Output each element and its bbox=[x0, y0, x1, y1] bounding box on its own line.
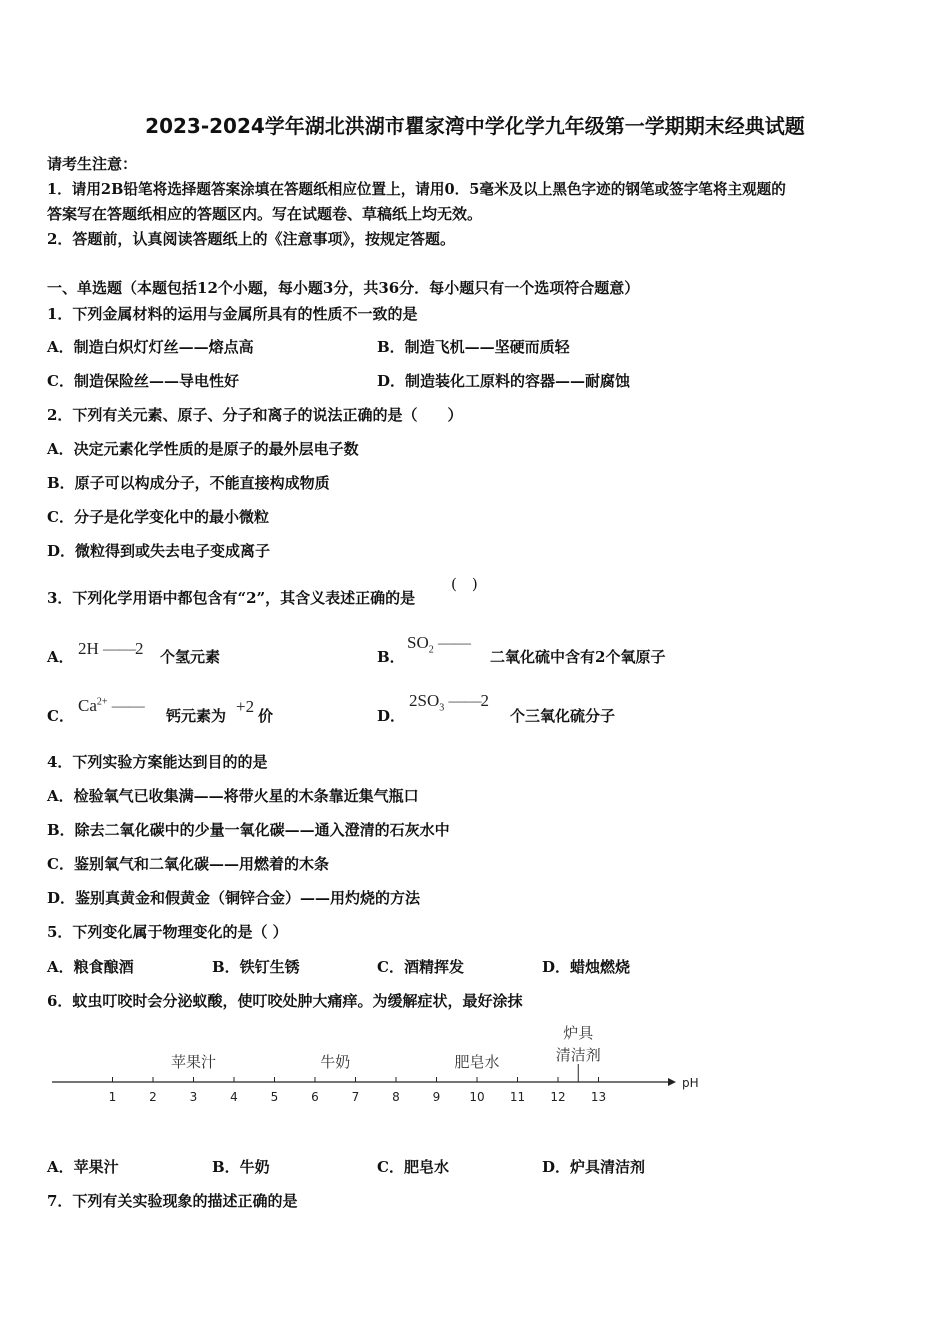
ph-tick-label-8: 8 bbox=[392, 1090, 400, 1104]
q2-option-a: A．决定元素化学性质的是原子的最外层电子数 bbox=[47, 440, 359, 458]
notice-line-1b: 答案写在答题纸相应的答题区内。写在试题卷、草稿纸上均无效。 bbox=[47, 205, 483, 223]
ph-marker-label-1: 牛奶 bbox=[320, 1053, 351, 1071]
q3-option-a-formula: 2H ——2 bbox=[78, 639, 144, 658]
q2-option-b: B．原子可以构成分子，不能直接构成物质 bbox=[47, 474, 330, 492]
q3-answer-paren: ( ) bbox=[451, 575, 478, 593]
ph-axis-label: pH bbox=[682, 1076, 699, 1090]
q2-option-c: C．分子是化学变化中的最小微粒 bbox=[47, 508, 269, 526]
q6-stem: 6．蚊虫叮咬时会分泌蚁酸，使叮咬处肿大痛痒。为缓解症状，最好涂抹 bbox=[47, 992, 523, 1010]
q4-option-d: D．鉴别真黄金和假黄金（铜锌合金）——用灼烧的方法 bbox=[47, 889, 421, 907]
q3-option-c-formula: $Ca^{2+}$ —— bbox=[78, 696, 144, 715]
q1-option-c: C．制造保险丝——导电性好 bbox=[47, 372, 239, 390]
ph-tick-label-9: 9 bbox=[432, 1090, 441, 1104]
q6-option-d: D．炉具清洁剂 bbox=[542, 1158, 646, 1176]
q6-option-c: C．肥皂水 bbox=[377, 1158, 449, 1176]
ph-marker-label-2: 肥皂水 bbox=[454, 1053, 500, 1071]
q3-stem: 3．下列化学用语中都包含有“2”，其含义表述正确的是 bbox=[47, 589, 416, 607]
ph-ticks bbox=[109, 1077, 606, 1104]
ph-marker-label-0: 苹果汁 bbox=[170, 1053, 217, 1071]
q4-stem: 4．下列实验方案能达到目的的是 bbox=[47, 753, 268, 771]
q3-option-d-formula: $2SO_3$ ——2 bbox=[409, 691, 489, 714]
ph-tick-label-1: 1 bbox=[108, 1090, 117, 1104]
q2-stem: 2．下列有关元素、原子、分子和离子的说法正确的是（ ） bbox=[47, 406, 463, 424]
ph-axis-arrow bbox=[668, 1078, 676, 1086]
q3-option-a-label: A． bbox=[47, 648, 74, 666]
q1-option-b: B．制造飞机——坚硬而质轻 bbox=[377, 338, 570, 356]
q1-option-d: D．制造装化工原料的容器——耐腐蚀 bbox=[377, 372, 631, 390]
q4-option-a: A．检验氧气已收集满——将带火星的木条靠近集气瓶口 bbox=[47, 787, 419, 805]
q2-option-d: D．微粒得到或失去电子变成离子 bbox=[47, 542, 271, 560]
ph-markers bbox=[171, 1024, 601, 1082]
q5-option-a: A．粮食酿酒 bbox=[47, 958, 134, 976]
q5-option-d: D．蜡烛燃烧 bbox=[542, 958, 631, 976]
ph-marker-label-3-line1: 炉具 bbox=[563, 1024, 594, 1042]
ph-tick-label-7: 7 bbox=[351, 1090, 360, 1104]
page-title: 2023-2024学年湖北洪湖市瞿家湾中学化学九年级第一学期期末经典试题 bbox=[145, 114, 805, 138]
q3-option-c-text2: 价 bbox=[258, 707, 274, 725]
ph-tick-label-3: 3 bbox=[189, 1090, 198, 1104]
ph-tick-label-2: 2 bbox=[149, 1090, 157, 1104]
q4-option-b: B．除去二氧化碳中的少量一氧化碳——通入澄清的石灰水中 bbox=[47, 821, 450, 839]
q1-stem: 1．下列金属材料的运用与金属所具有的性质不一致的是 bbox=[47, 305, 418, 323]
q5-option-c: C．酒精挥发 bbox=[377, 958, 464, 976]
q3-option-a-text: 个氢元素 bbox=[160, 648, 221, 666]
q3-option-b-text: 二氧化硫中含有2个氧原子 bbox=[490, 648, 666, 666]
q3-option-b-formula: $SO_2$ —— bbox=[407, 633, 470, 656]
q5-option-b: B．铁钉生锈 bbox=[212, 958, 300, 976]
q5-stem: 5．下列变化属于物理变化的是（ ） bbox=[47, 923, 288, 941]
q7-stem: 7．下列有关实验现象的描述正确的是 bbox=[47, 1192, 298, 1210]
q3-option-c-label: C． bbox=[47, 707, 74, 725]
ph-tick-label-12: 12 bbox=[550, 1090, 566, 1104]
ph-tick-label-5: 5 bbox=[270, 1090, 279, 1104]
q3-option-d-label: D． bbox=[377, 707, 406, 725]
q3-option-c-valence: +2 bbox=[236, 697, 255, 716]
ph-tick-label-11: 11 bbox=[509, 1090, 526, 1104]
ph-tick-label-4: 4 bbox=[230, 1090, 238, 1104]
ph-tick-label-10: 10 bbox=[469, 1090, 485, 1104]
q3-option-b-label: B． bbox=[377, 648, 405, 666]
ph-marker-label-3-line2: 清洁剂 bbox=[555, 1046, 601, 1064]
notice-line-1a: 1．请用2B铅笔将选择题答案涂填在答题纸相应位置上，请用0．5毫米及以上黑色字迹的钢笔或签字笔将主观题的 bbox=[47, 181, 786, 198]
notice-line-2: 2．答题前，认真阅读答题纸上的《注意事项》，按规定答题。 bbox=[47, 230, 455, 248]
q3-option-d-text: 个三氧化硫分子 bbox=[510, 707, 616, 725]
q4-option-c: C．鉴别氧气和二氧化碳——用燃着的木条 bbox=[47, 855, 329, 873]
ph-tick-label-13: 13 bbox=[590, 1090, 607, 1104]
q1-option-a: A．制造白炽灯灯丝——熔点高 bbox=[47, 338, 254, 356]
ph-scale-diagram bbox=[0, 1015, 950, 1115]
q6-option-a: A．苹果汁 bbox=[47, 1158, 119, 1176]
section-heading: 一、单选题（本题包括12个小题，每小题3分，共36分．每小题只有一个选项符合题意） bbox=[47, 279, 640, 297]
q3-option-c-text: 钙元素为 bbox=[166, 707, 227, 725]
q6-option-b: B．牛奶 bbox=[212, 1158, 270, 1176]
notice-heading: 请考生注意： bbox=[47, 155, 138, 173]
ph-tick-label-6: 6 bbox=[311, 1090, 319, 1104]
